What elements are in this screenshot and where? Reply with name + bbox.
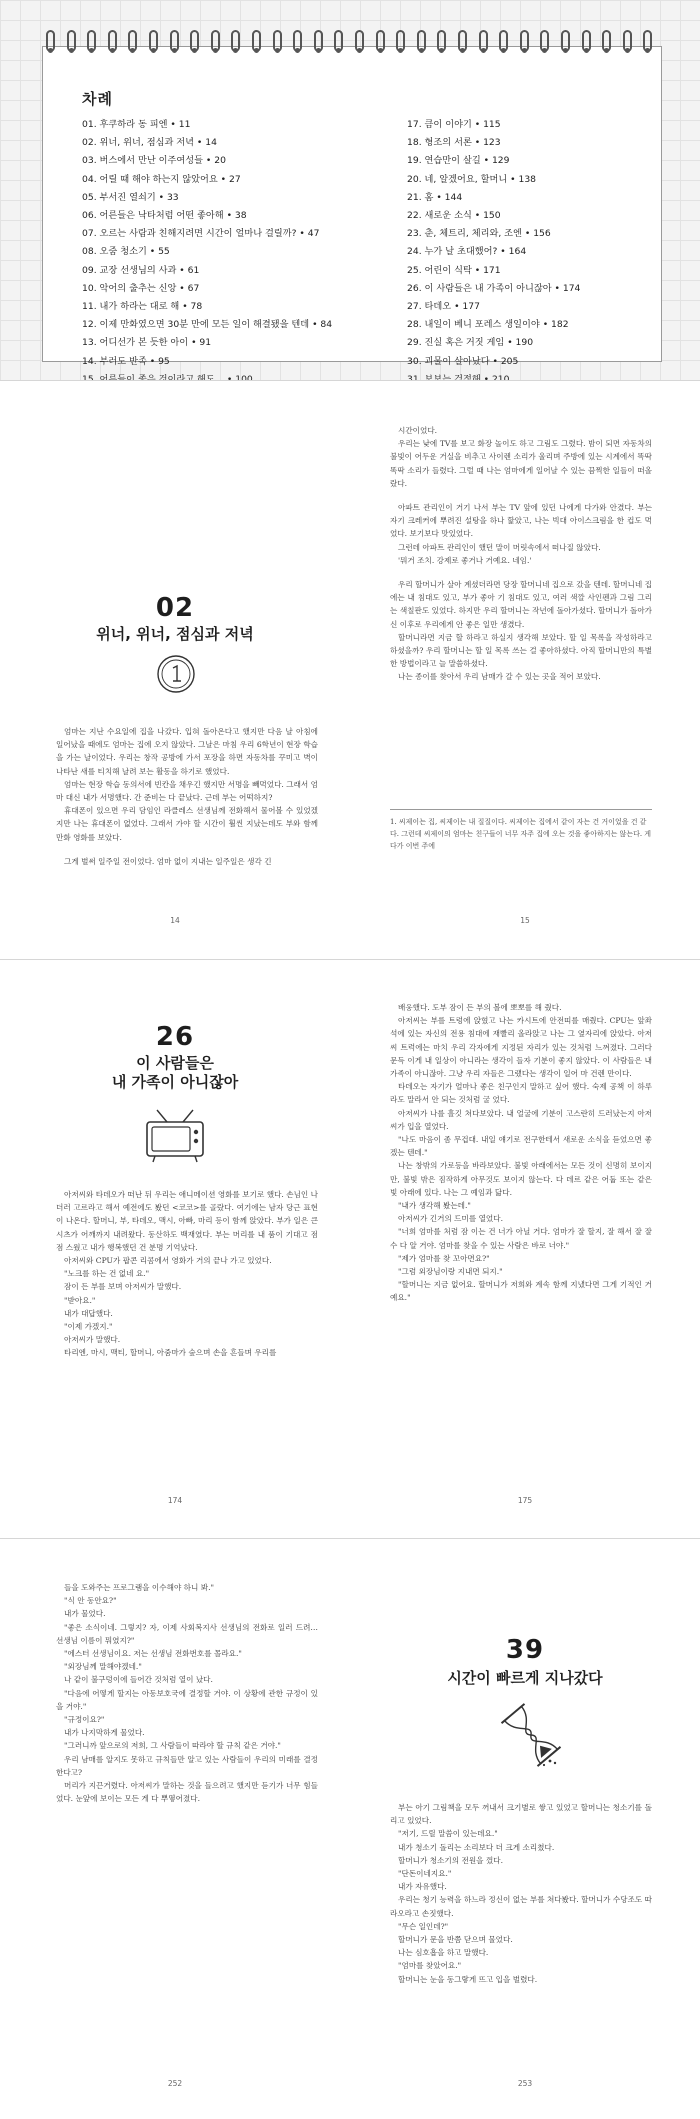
chapter-number: 26: [155, 1022, 195, 1052]
chapter-title: [0, 1054, 350, 1092]
paragraph: 우리 남매를 알지도 못하고 규칙들만 알고 있는 사람들이 우리의 미래를 결정한다고?: [56, 1754, 318, 1777]
book-spread-14-15: [0, 381, 700, 959]
page-14: [0, 381, 350, 959]
paragraph: 우리는 낮에 TV를 보고 화장 놀이도 하고 그림도 그렸다. 밤이 되면 자동차의 불빛이 어두운 거실을 비추고 사이렌 소리가 울리며 주방에 있는 시계에서 똑딱똑딱 소리가 들렸다. 그럴 때 나는 엄마에게 일어날 수 있는 끔찍한 일들이 떠올랐다.: [390, 439, 652, 488]
toc-notebook-section: [0, 0, 700, 380]
toc-entry: 03. 버스에서 만난 이주여성들 • 20: [82, 155, 226, 167]
toc-list-right: [407, 116, 580, 407]
chapter-title-line2: 내 가족이 아니잖아: [111, 1073, 239, 1091]
chapter-title-line1: 이 사람들은: [136, 1054, 214, 1072]
binder-ring: [561, 30, 570, 52]
paragraph: 아저씨는 부를 트렁에 앉혔고 나는 카시트에 안전띠를 매줬다. CPU는 앞좌석에 있는 자신의 전용 침대에 재빨리 올라앉고 나는 그 옆자리에 앉았다. 아저씨 트럭에는 마치 우리 각자에게 지정된 자리가 있는 것처럼 느껴졌다. 그러다 문득 이게 내 일상이 아니라는 생각이 들자 기분이 좋지 않았다. 이 사람들은 내 가족이 아니잖아. 그냥 우리 자들은 그랬다는 생각이 일어 마 건렌 만이다.: [390, 1016, 652, 1079]
binder-ring: [252, 30, 261, 52]
paragraph: "노크를 하는 건 없네 요.": [64, 1269, 150, 1279]
binder-ring: [643, 30, 652, 52]
binder-ring: [602, 30, 611, 52]
paragraph: "내가 생각해 봤는데.": [398, 1201, 471, 1211]
toc-entry: 10. 악어의 출추는 신앙 • 67: [82, 282, 200, 294]
paragraph: 아저씨와 CPU가 팝콘 리콤에서 영화가 거의 끝나 가고 있었다.: [64, 1256, 272, 1266]
paragraph: "단돈이네지요.": [398, 1869, 452, 1879]
paragraph: 내가 대답했다.: [64, 1308, 113, 1318]
paragraph: "그러니까 앞으로의 저희, 그 사람들이 따라야 할 규칙 같은 거야.": [64, 1741, 281, 1751]
paragraph: 머리가 지끈거렸다. 아저씨가 말하는 것을 들으려고 했지만 듣기가 너무 힘들었다. 눈앞에 보이는 모든 게 다 뿌옇어졌다.: [56, 1781, 318, 1804]
binder-ring: [499, 30, 508, 52]
paragraph: 나는 심호흡을 하고 말했다.: [398, 1948, 489, 1958]
paragraph: 그런데 아파트 관리인이 했던 말이 머릿속에서 떠나질 않았다.: [398, 542, 601, 552]
paragraph: 엄마는 현장 학습 동의서에 빈칸을 채우긴 했지만 서명을 빼먹었다. 그래서 엄마 대신 내가 서명했다. 간 준비는 다 끝났다. 근데 부는 어떡하지?: [56, 779, 318, 803]
paragraph: 할머니라면 지금 할 하라고 하실지 생각해 보았다. 할 일 목록을 작성하라고 하셨을까? 우리 할머니는 할 일 목록 쓰는 걸 좋아하셨다. 아직 할머니만의 특별한 방법이라고 늘 말씀하셨다.: [390, 632, 652, 669]
page-253: [350, 1539, 700, 2119]
toc-entry: 02. 위너, 위너, 점심과 저녁 • 14: [82, 137, 217, 149]
paragraph: 아저씨가 나를 흘깃 쳐다보았다. 내 얼굴에 기분이 고스란히 드러났는지 아저씨가 입을 열었다.: [390, 1108, 652, 1131]
chapter-title: 시간이 빠르게 지나갔다: [447, 1669, 603, 1687]
paragraph: "외장님께 말해야겠네.": [64, 1662, 142, 1672]
binder-ring: [355, 30, 364, 52]
toc-entry: 06. 어른들은 낙타처럼 어떤 좋아해 • 38: [82, 210, 247, 222]
binder-ring: [211, 30, 220, 52]
paragraph: 내가 자유했다.: [398, 1882, 447, 1892]
paragraph: 타데오는 자기가 얼마나 좋은 친구인지 말하고 싶어 했다. 숙제 공책 이 하루라도 말라서 안 되는 것처럼 굴 었다.: [390, 1082, 652, 1105]
page-number: 253: [517, 2079, 533, 2088]
body-text: [390, 1001, 652, 1305]
toc-entry: 26. 이 사람들은 내 가족이 아니잖아 • 174: [407, 282, 581, 294]
toc-entry: 22. 새로운 소식 • 150: [407, 210, 501, 222]
toc-entry: 17. 큼이 이야기 • 115: [407, 119, 501, 130]
paragraph: "식 안 동안요?": [64, 1596, 117, 1606]
binder-ring: [417, 30, 426, 52]
paragraph: 할머니는 눈을 동그랗게 뜨고 입을 벌렸다.: [398, 1974, 538, 1984]
binder-ring: [273, 30, 282, 52]
body-text: [390, 1801, 652, 1986]
paragraph: "엄마를 찾았어요.": [398, 1961, 462, 1971]
toc-entry: 01. 후쿠하라 동 피엔 • 11: [82, 119, 191, 130]
paragraph: "제가 엄마를 찾 꼬아면요?": [398, 1253, 490, 1263]
binder-ring: [623, 30, 632, 52]
binder-ring: [479, 30, 488, 52]
paragraph: "규정이요?": [64, 1715, 105, 1725]
binder-ring: [108, 30, 117, 52]
toc-entry: 13. 어디선가 본 듯한 아이 • 91: [82, 337, 212, 349]
toc-list-left: [82, 116, 332, 407]
paragraph: 아저씨와 타데오가 떠난 뒤 우리는 애니메이션 영화를 보기로 했다. 손님인 나더러 고르라고 해서 예전에도 봤던 <코코>를 골랐다. 여기에는 남자 당근 표현이 나온다. 할머니, 부, 타데오, 맥시, 아빠, 마리 등이 함께 앉았다. 부가 일은 큰 시츠가 어깨까지 내려왔다. 동산하도 백재였다. 부는 머리를 내 품이 기대고 점점 스웠고 내가 행복했던 건 분명 기억났다.: [56, 1190, 318, 1252]
paragraph: 잠이 든 부를 보며 아저씨가 말했다.: [64, 1282, 182, 1292]
page-number: 14: [170, 916, 180, 925]
footnote: 1. 씨제이는 집, 씨제이는 내 질질이다. 씨제이는 집에서 같이 자는 건 거이었을 건 같다. 그런데 씨제이의 엄마는 친구들이 너무 자주 집에 오는 것을 좋아하지는 않는다. 게다가 이번 주에: [390, 809, 652, 852]
binder-ring: [334, 30, 343, 52]
binder-ring: [437, 30, 446, 52]
paragraph: 할머니가 문을 반쯤 닫으며 물었다.: [398, 1935, 513, 1945]
book-spread-252-253: [0, 1539, 700, 2119]
paragraph: 배웅했다. 도부 잠이 든 부의 볼에 뽀뽀를 해 줬다.: [398, 1003, 562, 1012]
book-spread-174-175: [0, 960, 700, 1538]
paragraph: 타리엔, 마시, 맥티, 할머니, 아줌마가 숲으며 손을 흔들며 우리를: [64, 1348, 277, 1358]
paragraph: 휴대폰이 있으면 우리 담임인 라클레스 선생님께 전화해서 물어볼 수 있었겠지만 나는 휴대폰이 없었다. 그래서 가야 할 시간이 훨씬 지났는데도 부와 함께 만화 영화를 보았다.: [56, 806, 318, 842]
page-252: [0, 1539, 350, 2119]
page-15: [350, 381, 700, 959]
binder-ring: [190, 30, 199, 52]
binder-ring: [520, 30, 529, 52]
toc-entry: 29. 진실 혹은 거짓 게임 • 190: [407, 337, 534, 349]
toc-entry: 28. 내일이 베니 포레스 생일이야 • 182: [407, 319, 569, 331]
toc-entry: 18. 형조의 서론 • 123: [407, 137, 501, 149]
hourglass-icon: [500, 1699, 562, 1771]
page-175: [350, 960, 700, 1538]
paragraph: 들을 도와주는 프로그램을 이수해야 하니 봐.": [64, 1583, 215, 1592]
coin-icon: [155, 653, 197, 695]
paragraph: 내가 물었다.: [64, 1609, 106, 1619]
binder-ring: [293, 30, 302, 52]
toc-entry: 09. 교장 선생님의 사과 • 61: [82, 264, 200, 276]
toc-entry: 23. 춘, 체트리, 체리와, 조엔 • 156: [407, 228, 551, 240]
paragraph: 아저씨가 말했다.: [64, 1335, 121, 1345]
binder-ring: [376, 30, 385, 52]
toc-title: 차례: [82, 90, 113, 108]
paragraph: 나 같이 불구덩이에 들어간 것처럼 열이 났다.: [64, 1675, 213, 1685]
binder-ring: [170, 30, 179, 52]
toc-entry: 11. 내가 하라는 대로 해 • 78: [82, 301, 203, 313]
toc-entry: 20. 네, 알겠어요, 할머니 • 138: [407, 173, 537, 185]
paragraph: "다음에 어떻게 할지는 아동보호국에 결정할 거야. 이 상황에 관한 규정이 있을 거야.": [56, 1688, 318, 1711]
paragraph: 아저씨가 긴거의 드미를 열었다.: [398, 1214, 504, 1224]
paragraph: "받아요.": [64, 1295, 96, 1305]
paragraph: "이제 가겠지.": [64, 1322, 113, 1332]
toc-entry: 12. 이제 만화였으면 30분 만에 모든 일이 해결됐을 텐데 • 84: [82, 319, 333, 331]
binder-ring: [46, 30, 55, 52]
binder-ring: [396, 30, 405, 52]
paragraph: 할머니가 청소기의 전원을 껐다.: [398, 1855, 504, 1865]
paragraph: "할머니는 지금 없어요. 할머니가 저희와 계속 함께 지냈다면 그게 기적인 거예요.": [390, 1280, 652, 1303]
page-number: 174: [167, 1496, 183, 1505]
paragraph: 우리 할머니가 살아 계셨더라면 당장 할머니네 집으로 갔을 텐데. 할머니네 집에는 내 침대도 있고, 부가 좋아 기 침대도 있고, 여러 색깔 사인펜과 그림 그리는 색칠판도 있었다. 하지만 우리 할머니는 작년에 돌아가셨다. 할머니가 돌아가신 이후로 우리에게 안 좋은 일만 생겼다.: [390, 580, 652, 629]
paragraph: "좋은 소식이네. 그렇지? 자, 이제 사회복지사 선생님의 전화로 일러 드려… 선생님 이름이 뭐였지?": [56, 1622, 318, 1645]
page-number: 252: [167, 2079, 183, 2088]
paragraph: 내가 나지막하게 물었다.: [64, 1728, 145, 1738]
body-text: [56, 725, 318, 868]
page-number: 175: [517, 1496, 533, 1505]
body-text: [56, 1188, 318, 1360]
paragraph: 나는 창밖의 가로등을 바라보았다. 불빛 아래에서는 모든 것이 신명히 보이지만, 불빛 밖은 짐작하게 아무것도 보이지 않는다. 다 데르 같은 어둡 또는 같은 빛 아래에 있다. 나는 그 예임과 닮다.: [390, 1161, 652, 1197]
toc-entry: 05. 부서진 열쇠기 • 33: [82, 191, 179, 203]
toc-entry: 07. 오르는 사람과 친해지려면 시간이 얼마나 걸릴까? • 47: [82, 228, 320, 240]
binder-ring: [128, 30, 137, 52]
paragraph: "그럼 외장님이랑 지내면 되지.": [398, 1267, 503, 1277]
binder-ring: [314, 30, 323, 52]
paragraph: 아파트 관리인이 거기 나서 부는 TV 앞에 있던 나에게 다가와 안겼다. 부는 자기 크레커에 뿌려진 설탕을 하나 핥았고, 나는 빅대 아이스크림을 한 컵도 먹었다. 보기보다 맛있었다.: [390, 503, 652, 539]
toc-entry: 04. 어릴 때 해야 하는지 않았어요 • 27: [82, 173, 241, 185]
body-text: [56, 1581, 318, 1805]
toc-entry: 19. 연습만이 살길 • 129: [407, 155, 510, 167]
binder-ring: [149, 30, 158, 52]
binder-ring: [458, 30, 467, 52]
paragraph: "에스터 선생님이요. 저는 선생님 전화번호를 몰라요.": [64, 1649, 242, 1659]
toc-entry: 30. 괴물이 살아났다 • 205: [407, 355, 519, 367]
chapter-title: 위너, 위너, 점심과 저녁: [96, 625, 254, 643]
tv-icon: [143, 1108, 207, 1164]
toc-entry: 14. 부러도 반족 • 95: [82, 355, 170, 367]
notebook-rings: [46, 30, 658, 64]
toc-entry: 25. 어린이 식탁 • 171: [407, 264, 501, 276]
binder-ring: [540, 30, 549, 52]
page-174: [0, 960, 350, 1538]
paragraph: '뭐거 조치. 강제로 좋거나 거예요. 네임.': [398, 555, 532, 565]
chapter-number: 39: [505, 1635, 545, 1665]
paragraph: 엄마는 지난 수요일에 집을 나갔다. 입혀 돌아온다고 했지만 다음 날 아침에 일어났을 때에도 엄마는 집에 오지 않았다. 그날은 마침 우리 6학년이 현장 학습을 가는 날이었다. 우리는 창작 공방에 가서 포장을 하면 자동차를 꾸미고 벽이 나타난 새를 티치해 날려 보는 활동을 하기로 했었다.: [56, 727, 318, 776]
binder-ring: [231, 30, 240, 52]
binder-ring: [87, 30, 96, 52]
paragraph: 그게 벌써 일주일 전이었다. 엄마 없이 지내는 일주일은 생각 긴: [64, 856, 272, 866]
paragraph: 시간이었다.: [398, 426, 438, 435]
page-number: 15: [520, 916, 530, 925]
toc-entry: 21. 홈 • 144: [407, 191, 463, 203]
body-text: [390, 424, 652, 684]
paragraph: 부는 아기 그림책을 모두 꺼내서 크기별로 쌓고 있었고 할머니는 청소기를 돌리고 있었다.: [390, 1803, 652, 1826]
binder-ring: [67, 30, 76, 52]
paragraph: "무슨 일인데?": [398, 1921, 449, 1931]
toc-entry: 27. 타데오 • 177: [407, 301, 480, 313]
paragraph: 내가 청소기 돌리는 소리보다 더 크게 소리쳤다.: [398, 1842, 555, 1852]
paragraph: 나는 종이를 찾아서 우리 남매가 갈 수 있는 곳을 적어 보았다.: [398, 672, 601, 682]
binder-ring: [582, 30, 591, 52]
paragraph: "저기, 드릴 말씀이 있는데요.": [398, 1829, 498, 1839]
toc-entry: 24. 누가 날 초대했어? • 164: [407, 246, 527, 258]
toc-entry: 08. 오줌 청소기 • 55: [82, 246, 170, 258]
paragraph: "너희 엄마를 처럼 잠 이는 건 너가 아닐 거다. 엄마가 잘 할지, 잘 해서 잘 잘 수 다 알 거야. 엄마를 찾을 수 있는 사람은 바로 너야.": [390, 1227, 652, 1250]
paragraph: "나도 마음이 좀 무겁대. 내일 얘기로 전구한테서 새로운 소식을 듣었으면 좋겠는 텐데.": [390, 1135, 652, 1158]
chapter-number: 02: [155, 593, 195, 623]
paragraph: 우리는 청기 능력을 하느라 정신이 없는 부를 쳐다봤다. 할머니가 수당조도 따라오라고 손짓했다.: [390, 1895, 652, 1918]
